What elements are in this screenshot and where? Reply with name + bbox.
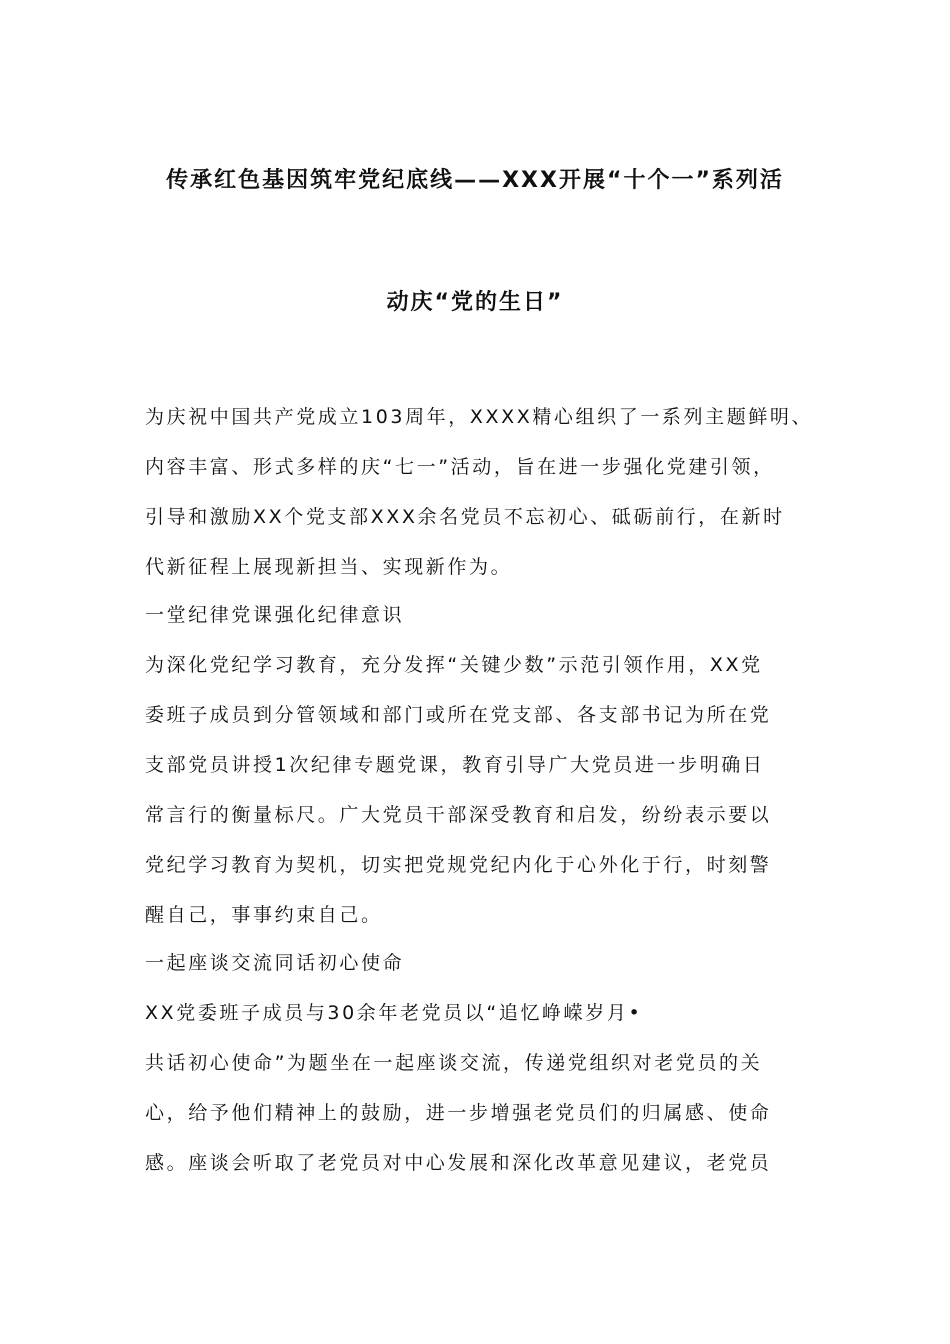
body-line: 代新征程上展现新担当、实现新作为。: [145, 556, 513, 578]
body-line: 心，给予他们精神上的鼓励，进一步增强老党员们的归属感、使命: [145, 1102, 772, 1124]
body-line: 支部党员讲授1次纪律专题党课，教育引导广大党员进一步明确日: [145, 754, 765, 776]
body-line: 常言行的衡量标尺。广大党员干部深受教育和启发，纷纷表示要以: [145, 804, 772, 826]
body-line: 共话初心使命”为题坐在一起座谈交流，传递党组织对老党员的关: [145, 1052, 763, 1074]
body-line: XX党委班子成员与30余年老党员以“追忆峥嵘岁月•: [145, 1002, 643, 1024]
body-line: 委班子成员到分管领域和部门或所在党支部、各支部书记为所在党: [145, 704, 772, 726]
section-heading: 一堂纪律党课强化纪律意识: [145, 604, 405, 626]
body-line: 引导和激励XX个党支部XXX余名党员不忘初心、砥砺前行，在新时: [145, 506, 785, 528]
section-heading: 一起座谈交流同话初心使命: [145, 952, 405, 974]
body-line: 为深化党纪学习教育，充分发挥“关键少数”示范引领作用，XX党: [145, 654, 763, 676]
body-line: 党纪学习教育为契机，切实把党规党纪内化于心外化于行，时刻警: [145, 854, 772, 876]
body-line: 为庆祝中国共产党成立103周年，XXXX精心组织了一系列主题鲜明、: [145, 406, 814, 428]
body-line: 感。座谈会听取了老党员对中心发展和深化改革意见建议，老党员: [145, 1152, 772, 1174]
document-title-line-2: 动庆“党的生日”: [386, 290, 564, 315]
body-line: 内容丰富、形式多样的庆“七一”活动，旨在进一步强化党建引领，: [145, 456, 775, 478]
document-title-line-1: 传承红色基因筑牢党纪底线——XXX开展“十个一”系列活: [166, 168, 784, 193]
body-line: 醒自己，事事约束自己。: [145, 904, 383, 926]
